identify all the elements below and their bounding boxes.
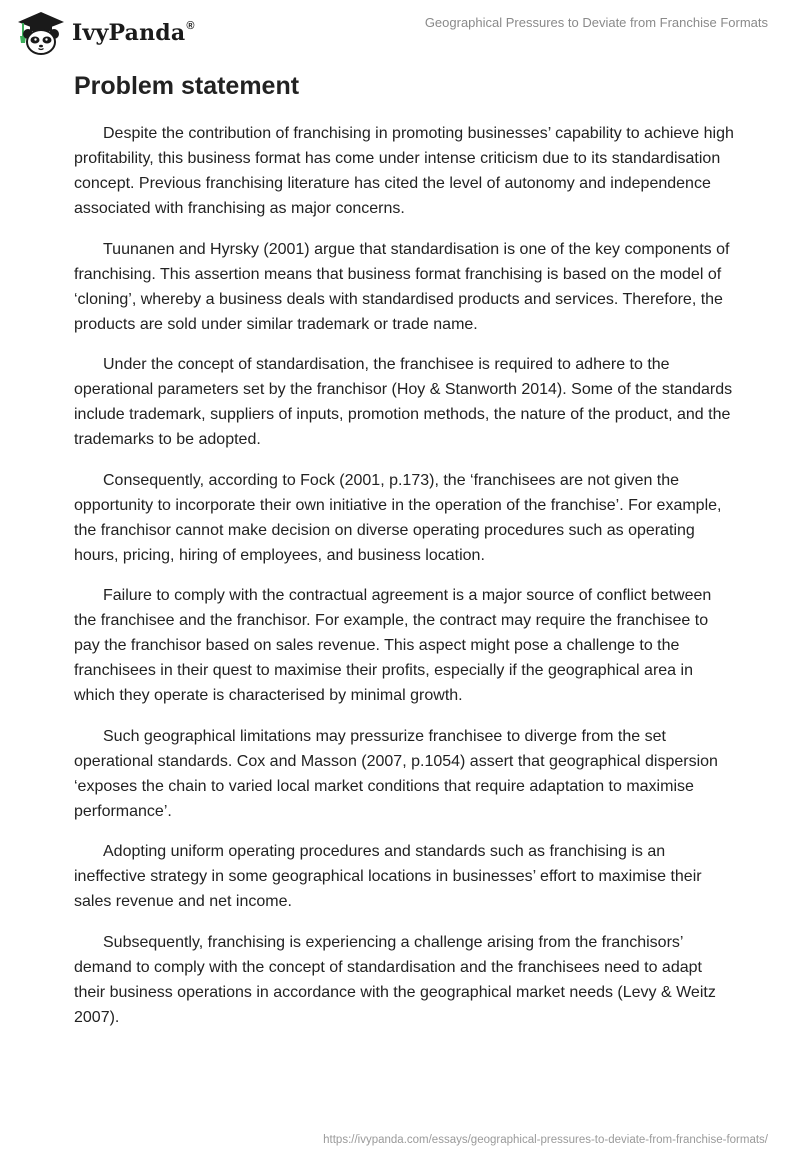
logo-text: IvyPanda® (72, 19, 195, 46)
paragraph: Despite the contribution of franchising in promoting businesses’ capability to achieve high profitability, this business format has come under intense criticism due to its standardisation concept. Previous franchising literature has cited the level of autonomy and independence associated with franchising as major concerns. (74, 125, 734, 217)
registered-mark: ® (186, 19, 195, 32)
essay-body (74, 121, 734, 1045)
paragraph: Under the concept of standardisation, the franchisee is required to adhere to the operational parameters set by the franchisor (Hoy & Stanworth 2014). Some of the standards include trademark, suppliers of inputs, promotion methods, the nature of the product, and the trademarks to be adopted. (74, 356, 733, 448)
paragraph: Such geographical limitations may pressurize franchisee to diverge from the set operational standards. Cox and Masson (2007, p.1054) assert that geographical dispersion ‘exposes the chain to varied local market conditions that require adaptation to maximise performance’. (74, 727, 718, 820)
paragraph: Failure to comply with the contractual agreement is a major source of conflict between the franchisee and the franchisor. For example, the contract may require the franchisee to pay the franchisor based on sales revenue. This aspect might pose a challenge to the franchisees in their quest to maximise their profits, especially if the geographical area in which they operate is characterised by minimal growth. (74, 587, 712, 704)
panda-graduation-cap-icon (16, 10, 66, 56)
document-title: Geographical Pressures to Deviate from Franchise Formats (424, 15, 768, 30)
source-url[interactable]: https://ivypanda.com/essays/geographical-pressures-to-deviate-from-franchise-formats/ (323, 1134, 768, 1146)
paragraph: Tuunanen and Hyrsky (2001) argue that standardisation is one of the key components of franchising. This assertion means that business format franchising is based on the model of ‘cloning’, whereby a business deals with standardised products and services. Therefore, the products are sold under similar trademark or trade name. (74, 240, 730, 333)
section-heading: Problem statement (74, 72, 300, 100)
paragraph: Consequently, according to Fock (2001, p.173), the ‘franchisees are not given the opportunity to incorporate their own initiative in the operation of the franchise’. For example, the franchisor cannot make decision on diverse operating procedures such as operating hours, pricing, hiring of employees, and business location. (74, 471, 722, 564)
ivypanda-logo[interactable] (16, 10, 195, 56)
paragraph: Adopting uniform operating procedures and standards such as franchising is an ineffective strategy in some geographical locations in businesses’ effort to maximise their sales revenue and net income. (74, 843, 702, 910)
paragraph: Subsequently, franchising is experiencing a challenge arising from the franchisors’ demand to comply with the concept of standardisation and the franchisees need to adapt their business operations in accordance with the geographical market needs (Levy & Weitz 2007). (74, 933, 716, 1026)
